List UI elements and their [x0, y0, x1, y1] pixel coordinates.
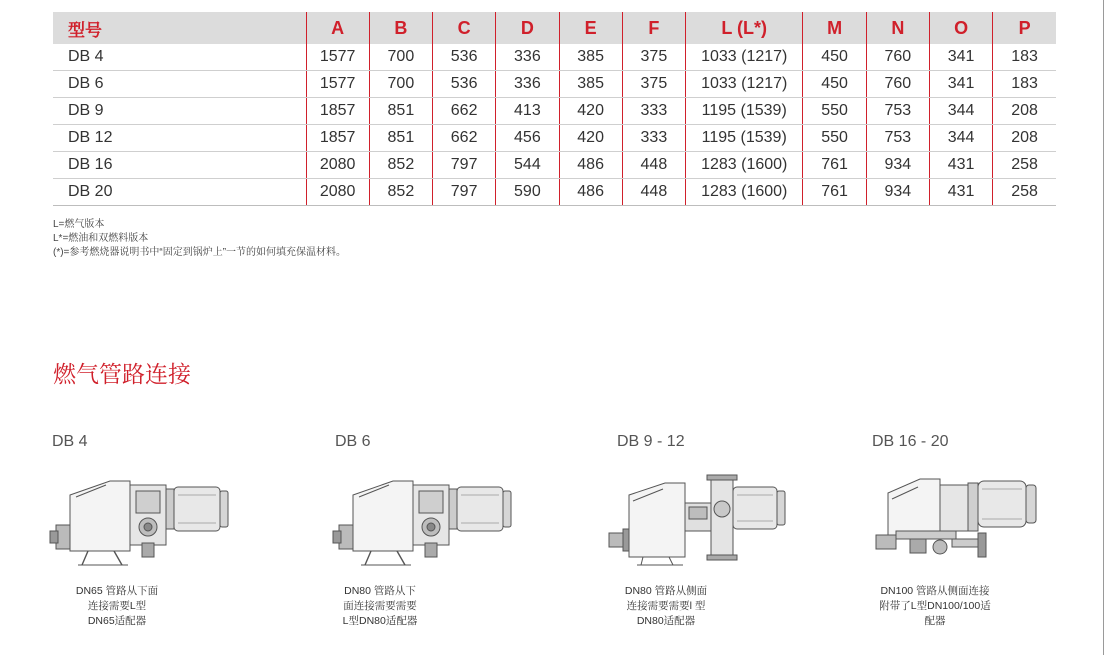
cell-model: DB 6 [53, 71, 306, 98]
cell-b: 851 [369, 125, 432, 152]
cell-e: 420 [559, 125, 622, 152]
cell-a: 1577 [306, 44, 369, 71]
cell-d: 336 [496, 71, 559, 98]
cell-l: 1033 (1217) [686, 71, 803, 98]
cell-o: 341 [929, 71, 992, 98]
cell-d: 544 [496, 152, 559, 179]
header-b: B [369, 12, 432, 44]
cell-b: 852 [369, 179, 432, 206]
cell-c: 662 [433, 98, 496, 125]
cell-d: 336 [496, 44, 559, 71]
cell-c: 662 [433, 125, 496, 152]
header-model: 型号 [53, 12, 306, 44]
cell-p: 208 [993, 125, 1056, 152]
table-header-row [53, 12, 1056, 44]
cell-o: 341 [929, 44, 992, 71]
cell-f: 375 [622, 44, 685, 71]
cell-n: 760 [866, 71, 929, 98]
header-n: N [866, 12, 929, 44]
cell-c: 797 [433, 152, 496, 179]
cell-m: 450 [803, 44, 866, 71]
cell-p: 258 [993, 152, 1056, 179]
cell-model: DB 12 [53, 125, 306, 152]
table-row [53, 71, 1056, 98]
cell-e: 486 [559, 152, 622, 179]
cell-n: 760 [866, 44, 929, 71]
connection-model-label: DB 4 [52, 433, 88, 450]
caption-line: DN80适配器 [636, 615, 696, 627]
cell-f: 448 [622, 179, 685, 206]
cell-a: 1577 [306, 71, 369, 98]
cell-l: 1195 (1539) [686, 125, 803, 152]
cell-p: 208 [993, 98, 1056, 125]
cell-model: DB 4 [53, 44, 306, 71]
caption-line: L型DN80适配器 [342, 615, 418, 627]
cell-c: 536 [433, 71, 496, 98]
caption-line: DN100 管路从侧面连接 [880, 585, 990, 597]
cell-b: 700 [369, 71, 432, 98]
cell-d: 413 [496, 98, 559, 125]
cell-a: 1857 [306, 98, 369, 125]
header-m: M [803, 12, 866, 44]
note-gas-version: L=燃气版本 [53, 219, 105, 230]
cell-n: 934 [866, 152, 929, 179]
caption-line: DN80 管路从侧面 [624, 585, 708, 597]
cell-m: 450 [803, 71, 866, 98]
caption-line: 配器 [924, 615, 946, 627]
cell-model: DB 16 [53, 152, 306, 179]
header-l: L (L*) [686, 12, 803, 44]
table-row [53, 152, 1056, 179]
table-row [53, 125, 1056, 152]
connection-caption [305, 584, 455, 629]
cell-b: 700 [369, 44, 432, 71]
cell-b: 852 [369, 152, 432, 179]
cell-f: 333 [622, 98, 685, 125]
burner-drawing-db16-20 [870, 473, 1070, 573]
cell-m: 550 [803, 98, 866, 125]
cell-o: 431 [929, 179, 992, 206]
caption-line: 附带了L型DN100/100适 [879, 600, 991, 612]
cell-a: 2080 [306, 152, 369, 179]
table-notes [53, 218, 346, 260]
cell-f: 333 [622, 125, 685, 152]
cell-d: 456 [496, 125, 559, 152]
cell-p: 183 [993, 71, 1056, 98]
header-c: C [433, 12, 496, 44]
cell-model: DB 9 [53, 98, 306, 125]
cell-m: 761 [803, 179, 866, 206]
connection-db4 [52, 433, 282, 627]
note-insulation-reference: (*)=参考燃烧器说明书中“固定到锅炉上”一节的如何填充保温材料。 [53, 247, 347, 258]
cell-o: 344 [929, 125, 992, 152]
header-a: A [306, 12, 369, 44]
burner-drawing-db6 [331, 473, 531, 573]
connection-model-label: DB 9 - 12 [617, 433, 685, 450]
table-row [53, 179, 1056, 206]
connection-caption [860, 584, 1010, 629]
caption-line: DN65 管路从下面 [75, 585, 159, 597]
header-e: E [559, 12, 622, 44]
connection-caption [42, 584, 192, 629]
cell-n: 753 [866, 125, 929, 152]
caption-line: DN65适配器 [87, 615, 147, 627]
cell-a: 2080 [306, 179, 369, 206]
cell-l: 1195 (1539) [686, 98, 803, 125]
connection-model-label: DB 16 - 20 [872, 433, 949, 450]
cell-l: 1033 (1217) [686, 44, 803, 71]
cell-e: 486 [559, 179, 622, 206]
caption-line: 连接需要需要l 型 [626, 600, 706, 612]
cell-d: 590 [496, 179, 559, 206]
cell-p: 258 [993, 179, 1056, 206]
cell-e: 420 [559, 98, 622, 125]
cell-c: 536 [433, 44, 496, 71]
cell-l: 1283 (1600) [686, 179, 803, 206]
cell-n: 753 [866, 98, 929, 125]
cell-b: 851 [369, 98, 432, 125]
cell-m: 761 [803, 152, 866, 179]
cell-f: 375 [622, 71, 685, 98]
page-right-border [1103, 0, 1104, 655]
cell-l: 1283 (1600) [686, 152, 803, 179]
cell-a: 1857 [306, 125, 369, 152]
cell-o: 431 [929, 152, 992, 179]
cell-model: DB 20 [53, 179, 306, 206]
burner-drawing-db9-12 [607, 473, 807, 573]
header-f: F [622, 12, 685, 44]
header-d: D [496, 12, 559, 44]
burner-drawing-db4 [48, 473, 248, 573]
section-title-gas-pipe-connection: 燃气管路连接 [53, 362, 191, 388]
cell-f: 448 [622, 152, 685, 179]
cell-e: 385 [559, 71, 622, 98]
caption-line: DN80 管路从下 [344, 585, 416, 597]
header-p: P [993, 12, 1056, 44]
cell-o: 344 [929, 98, 992, 125]
cell-c: 797 [433, 179, 496, 206]
caption-line: 面连接需要需要 [343, 600, 417, 612]
connection-caption [591, 584, 741, 629]
connection-db6 [335, 433, 565, 627]
connection-model-label: DB 6 [335, 433, 371, 450]
cell-e: 385 [559, 44, 622, 71]
connection-db9-12 [617, 433, 847, 627]
caption-line: 连接需要L型 [87, 600, 147, 612]
table-row [53, 98, 1056, 125]
table-row [53, 44, 1056, 71]
cell-n: 934 [866, 179, 929, 206]
cell-m: 550 [803, 125, 866, 152]
dimension-table [53, 12, 1056, 206]
cell-p: 183 [993, 44, 1056, 71]
header-o: O [929, 12, 992, 44]
note-oil-dual-version: L*=燃油和双燃料版本 [53, 233, 149, 244]
connection-db16-20 [872, 433, 1102, 627]
